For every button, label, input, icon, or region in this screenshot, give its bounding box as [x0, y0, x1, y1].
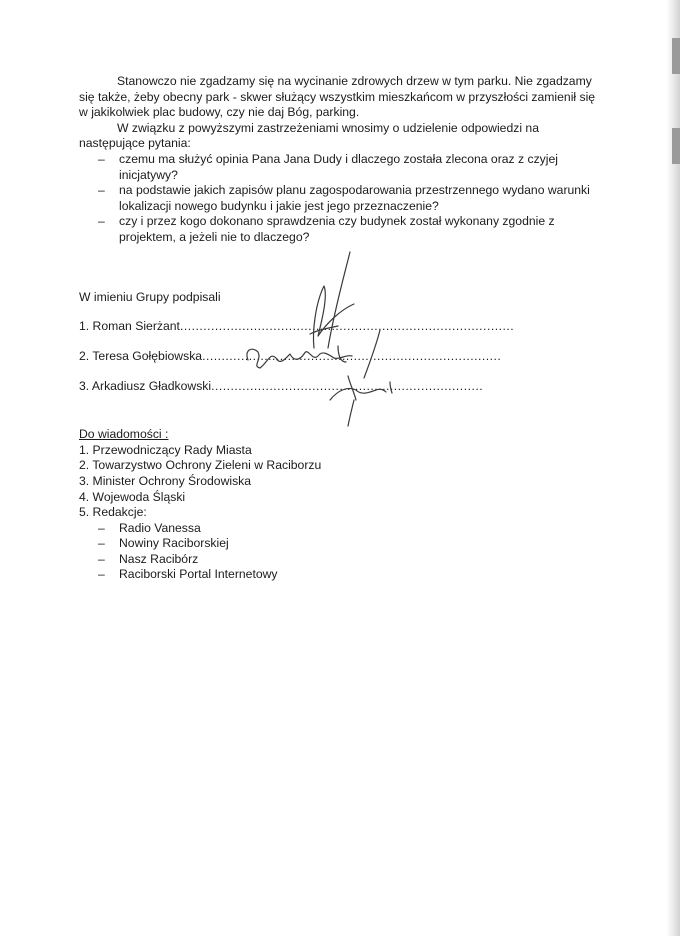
- question-item: – czemu ma służyć opinia Pana Jana Dudy i dlaczego została zlecona oraz z czyjej inicjatywy?: [79, 152, 599, 183]
- signature-dots: .............................................................................: [202, 349, 502, 364]
- media-item: – Radio Vanessa: [79, 521, 599, 537]
- handwritten-signatures: [230, 250, 430, 430]
- signature-1-ink: [310, 252, 354, 348]
- recipient-item: 1. Przewodniczący Rady Miasta: [79, 442, 252, 457]
- recipient-item: 4. Wojewoda Śląski: [79, 489, 186, 504]
- scanner-mark: [672, 128, 680, 164]
- scan-page-edge: [666, 0, 680, 936]
- signature-dots: ......................................................................: [211, 379, 484, 394]
- letter-paragraph: W związku z powyższymi zastrzeżeniami wnosimy o udzielenie odpowiedzi na następujące pytania:: [79, 120, 539, 151]
- recipient-item: 2. Towarzystwo Ochrony Zieleni w Raciborzu: [79, 458, 322, 473]
- media-list: [79, 521, 599, 583]
- recipient-item: 3. Minister Ochrony Środowiska: [79, 473, 252, 488]
- media-item: – Nasz Racibórz: [79, 552, 599, 568]
- letter-paragraph: Stanowczo nie zgadzamy się na wycinanie zdrowych drzew w tym parku. Nie zgadzamy się także, żeby obecny park - skwer służący wszystkim mieszkańcom w przyszłości zamienił się w jakikolwiek plac budowy, czy nie daj Bóg, parking.: [79, 74, 596, 120]
- questions-list: [79, 152, 599, 246]
- media-item: – Raciborski Portal Internetowy: [79, 567, 599, 583]
- signer-name: 1. Roman Sierżant: [79, 319, 180, 334]
- notice-heading: Do wiadomości :: [79, 427, 169, 442]
- media-item: – Nowiny Raciborskiej: [79, 536, 599, 552]
- recipients-list: [79, 443, 599, 521]
- recipient-item: 5. Redakcje:: [79, 505, 147, 520]
- signer-name: 3. Arkadiusz Gładkowski: [79, 379, 212, 394]
- question-item: – na podstawie jakich zapisów planu zagospodarowania przestrzennego wydano warunki lokalizacji nowego budynku i jakie jest jego przeznaczenie?: [79, 183, 599, 214]
- signatures-intro: W imieniu Grupy podpisali: [79, 289, 221, 304]
- signature-3-ink: [330, 376, 392, 426]
- question-item: – czy i przez kogo dokonano sprawdzenia czy budynek został wykonany zgodnie z projektem, a jeżeli nie to dlaczego?: [79, 214, 599, 245]
- signature-dots: ......................................................................................: [179, 319, 515, 334]
- scanner-mark: [672, 38, 680, 74]
- signer-name: 2. Teresa Gołębiowska: [79, 349, 203, 364]
